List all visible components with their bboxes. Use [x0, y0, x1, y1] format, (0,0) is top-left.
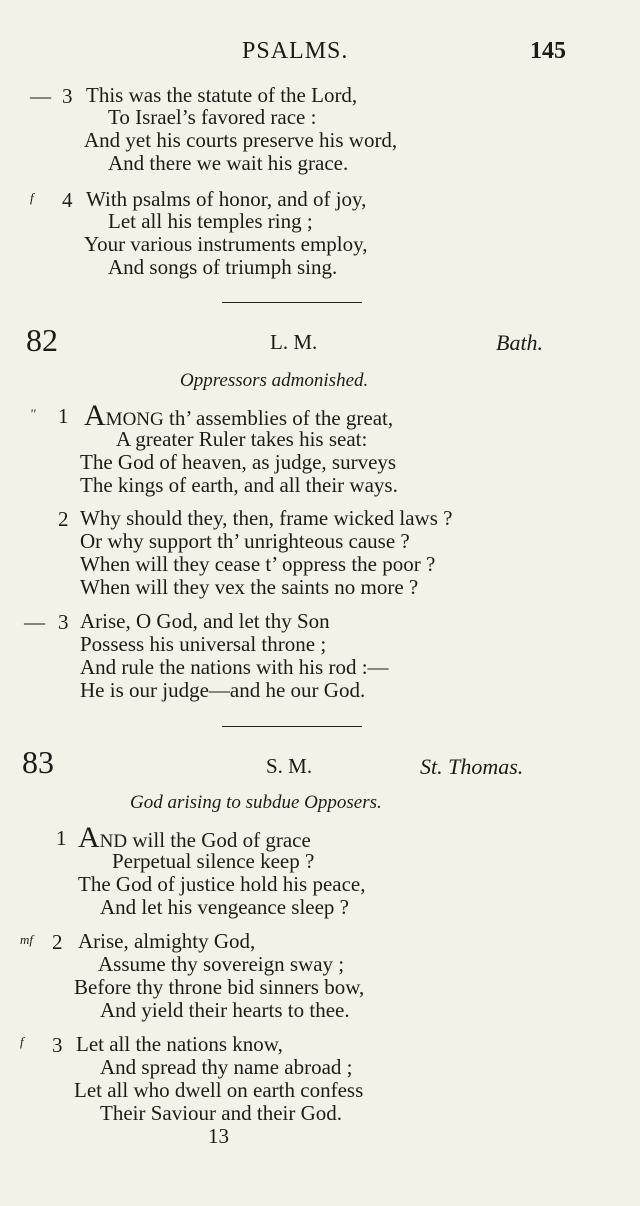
- verse-line: He is our judge—and he our God.: [80, 678, 366, 702]
- line-tail: th’ assemblies of the great,: [163, 406, 394, 430]
- verse-line: When will they vex the saints no more ?: [80, 575, 419, 599]
- signature-mark: 13: [208, 1124, 229, 1148]
- small-caps: ND: [99, 831, 128, 852]
- verse-line: And rule the nations with his rod :—: [80, 655, 389, 679]
- verse-line: The God of heaven, as judge, surveys: [80, 450, 397, 474]
- verse-number: 4: [62, 188, 73, 212]
- verse-line: Why should they, then, frame wicked laws ?: [80, 506, 453, 530]
- line-tail: will the God of grace: [127, 828, 311, 852]
- verse-line: Possess his universal throne ;: [80, 632, 327, 656]
- hymn-subtitle: God arising to subdue Opposers.: [130, 792, 382, 813]
- running-head: PSALMS.: [242, 38, 349, 64]
- verse-line: Assume thy sovereign sway ;: [98, 952, 345, 976]
- hymn-number: 82: [26, 322, 58, 358]
- verse-line: Let all his temples ring ;: [108, 209, 313, 233]
- hymn-subtitle: Oppressors admonished.: [180, 370, 369, 391]
- verse-line: Arise, almighty God,: [78, 929, 256, 953]
- verse-number: 3: [58, 610, 69, 634]
- dynamic-mark: f: [20, 1034, 24, 1049]
- verse-number: 1: [56, 826, 67, 850]
- section-divider: [222, 302, 362, 303]
- page-number: 145: [530, 38, 566, 64]
- verse-number: 3: [62, 84, 73, 108]
- dynamic-mark: '': [30, 406, 36, 421]
- verse-line: And yield their hearts to thee.: [100, 998, 350, 1022]
- small-caps: MONG: [105, 409, 164, 430]
- verse-line: A greater Ruler takes his seat:: [116, 427, 368, 451]
- verse-mark: —: [30, 84, 51, 108]
- drop-cap: A: [84, 399, 106, 432]
- verse-mark: —: [24, 610, 45, 634]
- verse-number: 2: [58, 507, 69, 531]
- hymn-meter: L. M.: [270, 330, 318, 354]
- section-divider: [222, 726, 362, 727]
- verse-line: Arise, O God, and let thy Son: [80, 609, 330, 633]
- verse-line: When will they cease t’ oppress the poor ?: [80, 552, 436, 576]
- verse-line: This was the statute of the Lord,: [86, 83, 358, 107]
- verse-line: And there we wait his grace.: [108, 151, 349, 175]
- dynamic-mark: f: [30, 190, 34, 205]
- hymn-meter: S. M.: [266, 754, 313, 778]
- verse-line: Or why support th’ unrighteous cause ?: [80, 529, 410, 553]
- tune-name: St. Thomas.: [420, 754, 524, 779]
- drop-cap: A: [78, 821, 100, 854]
- hymn-number: 83: [22, 744, 54, 780]
- verse-line: And let his vengeance sleep ?: [100, 895, 349, 919]
- verse-line: And spread thy name abroad ;: [100, 1055, 353, 1079]
- verse-line: To Israel’s favored race :: [108, 105, 317, 129]
- verse-line: Perpetual silence keep ?: [112, 849, 315, 873]
- tune-name: Bath.: [496, 330, 544, 355]
- verse-line: Your various instruments employ,: [84, 232, 368, 256]
- verse-line: Their Saviour and their God.: [100, 1101, 343, 1125]
- dynamic-mark: mf: [20, 932, 33, 947]
- verse-line: Before thy throne bid sinners bow,: [74, 975, 365, 999]
- verse-line: The kings of earth, and all their ways.: [80, 473, 398, 497]
- verse-line: With psalms of honor, and of joy,: [86, 187, 367, 211]
- verse-number: 1: [58, 404, 69, 428]
- verse-number: 3: [52, 1033, 63, 1057]
- verse-line: And yet his courts preserve his word,: [84, 128, 398, 152]
- verse-line: Let all who dwell on earth confess: [74, 1078, 364, 1102]
- verse-number: 2: [52, 930, 63, 954]
- verse-line: The God of justice hold his peace,: [78, 872, 366, 896]
- verse-line: Let all the nations know,: [76, 1032, 283, 1056]
- verse-line: And songs of triumph sing.: [108, 255, 338, 279]
